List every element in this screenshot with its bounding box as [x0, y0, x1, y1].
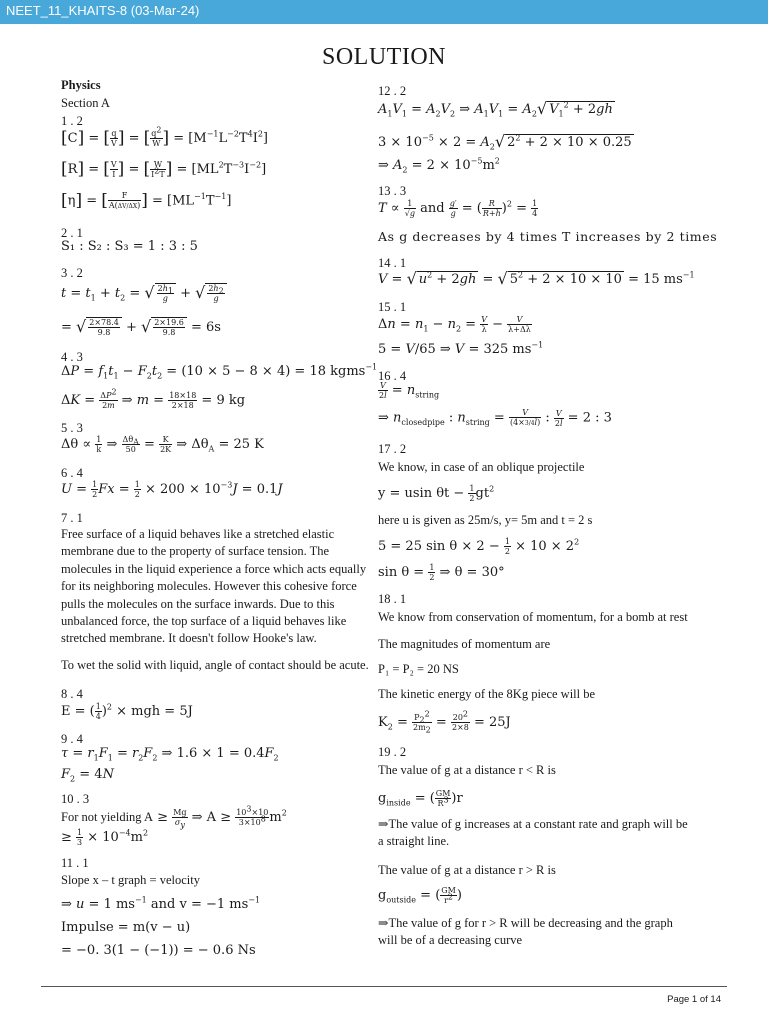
q18-label: 18 . 1	[378, 592, 407, 606]
header-bar	[0, 0, 768, 24]
page-title: SOLUTION	[322, 44, 446, 70]
q18-intro: We know from conservation of momentum, for a bomb at rest	[378, 610, 688, 624]
q1-eq-viscosity: [η] = [ $\frac{F}{A(\Delta V/\Delta X)}$ ] = $[ML^{-1}T^{-1}]$	[61, 190, 232, 211]
q14-eq-velocity: V = √ $u^2 + 2gh$ = √ $5^2 + 2 \times 10 \times 10 = 15$ $ms^{-1}$	[378, 269, 695, 288]
q3-eq-time: $t = t_1 + t_2$ = √ $\frac{2h_1}{g}$ + √ $\frac{2h_2}{g}$	[61, 283, 227, 303]
q19-inside-intro: The value of g at a distance r < R is	[378, 763, 556, 777]
q17-eq-result: sin θ = $\frac{1}{2}$ ⇒ θ = 30°	[378, 563, 505, 582]
q7-conclusion: To wet the solid with liquid, angle of contact should be acute.	[61, 658, 369, 672]
q17-intro: We know, in case of an oblique projectile	[378, 460, 585, 474]
q9-eq-force: $F_2 = 4N$	[61, 767, 114, 784]
q6-eq-energy: U = $\frac{1}{2}$ Fx = $\frac{1}{2}$ × $200 \times 10^{-3}J = 0.1J$	[61, 480, 283, 499]
q1-eq-capacitance: [C] = [ $\frac{q}{V}$ ] = [ $\frac{q^2}{W}$ ] = $[M^{-1}L^{-2}T^4I^2]$	[61, 125, 268, 148]
q18-magnitudes: The magnitudes of momentum are	[378, 637, 551, 651]
page-number: Page 1 of 14	[667, 994, 721, 1005]
q19-outside-note: ⇒The value of g for r > R will be decreasing and the graph will be of a decreasing curve	[378, 916, 673, 948]
q17-eq-projectile: y = usin θt − $\frac{1}{2}$ $gt^2$	[378, 484, 495, 503]
q11-slope-note: Slope x – t graph = velocity	[61, 873, 200, 887]
section-heading: Section A	[61, 96, 110, 110]
q2-ratio: S₁ : S₂ : S₃ = 1 : 3 : 5	[61, 239, 198, 254]
q19-eq-outside: $g_{outside}$ = ( $\frac{GM}{r^2}$ )	[378, 886, 462, 905]
q5-eq-temperature: Δθ ∝ $\frac{1}{k}$ ⇒ $\frac{\Delta\theta_A}{50}$ = $\frac{K}{2K}$ ⇒ $\Delta\theta_A = 25$ K	[61, 435, 264, 454]
q4-label: 4 . 3	[61, 350, 83, 364]
q3-label: 3 . 2	[61, 266, 83, 280]
q16-eq-ratio: ⇒ $n_{closedpipe}$ : $n_{string}$ = $\frac{V}{(4\times 3/4l)}$ : $\frac{V}{2l}$ = 2 : 3	[378, 408, 612, 428]
q1-label: 1 . 2	[61, 114, 83, 128]
q11-eq-velocities: ⇒ u = 1 $ms^{-1}$ and v = −1 $ms^{-1}$	[61, 895, 261, 912]
q12-eq-result: ⇒ $A_2 = 2 \times 10^{-5}m^2$	[378, 156, 500, 175]
q2-label: 2 . 1	[61, 226, 83, 240]
q9-label: 9 . 4	[61, 732, 83, 746]
q11-label: 11 . 1	[61, 856, 89, 870]
q8-eq-energy: E = ( $\frac{1}{4}$ )$^2$ × mgh = 5J	[61, 702, 193, 721]
q1-eq-resistance: [R] = [ $\frac{V}{I}$ ] = [ $\frac{W}{I^2T}$ ] = $[ML^2T^{-3}I^{-2}]$	[61, 159, 267, 179]
exam-label: NEET_11_KHAITS-8 (03-Mar-24)	[6, 3, 200, 18]
q11-eq-result: = −0. 3(1 − (−1)) = − 0.6 Ns	[61, 943, 256, 958]
q13-eq-period: T ∝ $\frac{1}{√g}$ and $\frac{g'}{g}$ = ( $\frac{R}{R+h}$ )$^2$ = $\frac{1}{4}$	[378, 199, 538, 218]
q6-label: 6 . 4	[61, 466, 83, 480]
q7-label: 7 . 1	[61, 511, 83, 525]
q10-prefix: For not yielding A	[61, 810, 154, 824]
q18-momentum-eq: P₁ = P₂ = 20 NS	[378, 662, 459, 676]
q11-eq-impulse: Impulse = m(v − u)	[61, 920, 191, 935]
q10-eq-result: ≥ $\frac{1}{3}$ × $10^{-4}m^2$	[61, 828, 149, 847]
q19-eq-inside: $g_{inside}$ = ( $\frac{GM}{R^3}$ )r	[378, 789, 463, 808]
q9-eq-torque: $\tau = r_1F_1 = r_2F_2$ ⇒ $1.6 \times 1 = 0.4F_2$	[61, 746, 279, 763]
q4-mass-result: 9 kg	[216, 393, 246, 408]
q10-eq-area: For not yielding A ≥ $\frac{Mg}{\sigma_y}$ ⇒ A ≥ $\frac{10^3\times 10}{3\times 10^8}$ $m^2$	[61, 804, 287, 830]
q16-eq-string: $\frac{V}{2l}$ = $n_{string}$	[379, 381, 440, 400]
q15-eq-result: 5 = V/65 ⇒ V = 325 $ms^{-1}$	[378, 340, 544, 357]
subject-heading: Physics	[61, 78, 101, 92]
q19-label: 19 . 2	[378, 745, 407, 759]
q18-eq-kinetic: $K_2$ = $\frac{P_2^2}{2m_2}$ = $\frac{20^2}{2\times 8}$ = 25J	[378, 709, 511, 735]
q13-label: 13 . 3	[378, 184, 407, 198]
q16-label: 16 . 4	[378, 369, 407, 383]
q17-label: 17 . 2	[378, 442, 407, 456]
q14-label: 14 . 1	[378, 256, 407, 270]
q4-eq-impulse: $\Delta P = f_1t_1 - F_2t_2 = (10 \times 5 - 8 \times 4) = 18$ kgms$^{-1}$	[61, 362, 378, 381]
q7-explanation: Free surface of a liquid behaves like a stretched elastic membrane due to the property of surface tension. The molecules in the liquid experience a force which acts equally for its neighboring molecules. However this cohesive force pulls the molecules on the surface inwards. Due to this unbalanced force, the top surface of a liquid behaves like stretched membrane. It doesn't follow Hooke's law.	[61, 527, 367, 646]
q12-label: 12 . 2	[378, 84, 407, 98]
q12-eq-substitution: $3 \times 10^{-5} \times 2 = A_2√$ $2^2 + 2 \times 10 \times 0.25$	[378, 132, 632, 152]
q4-eq-mass: ΔK = $\frac{\Delta P^2}{2m}$ ⇒ m = $\frac{18\times 18}{2\times 18}$ = 9 kg	[61, 387, 246, 410]
q13-statement: As g decreases by 4 times T increases by 2 times	[378, 229, 718, 244]
q19-outside-intro: The value of g at a distance r > R is	[378, 863, 556, 877]
q5-label: 5 . 3	[61, 421, 83, 435]
q18-ke-intro: The kinetic energy of the 8Kg piece will be	[378, 687, 596, 701]
q10-label: 10 . 3	[61, 792, 90, 806]
q15-eq-beats: $\Delta n = n_1 - n_2$ = $\frac{V}{\lambda}$ − $\frac{V}{\lambda+\Delta\lambda}$	[378, 315, 531, 334]
q15-label: 15 . 1	[378, 300, 407, 314]
q19-inside-note: ⇒The value of g increases at a constant rate and graph will be a straight line.	[378, 817, 688, 849]
q17-eq-substitution: 5 = 25 sin θ × 2 − $\frac{1}{2}$ × $10 \times 2^2$	[378, 537, 580, 556]
q12-eq-continuity: $A_1V_1 = A_2V_2$ ⇒ $A_1V_1 = A_2√$ $V_1^2 + 2gh$	[378, 99, 613, 119]
footer-divider	[41, 986, 727, 987]
q17-given: here u is given as 25m/s, y= 5m and t = 2 s	[378, 513, 593, 527]
q8-label: 8 . 4	[61, 687, 83, 701]
q3-eq-value: = √ $\frac{2\times 78.4}{9.8}$ + √ $\frac{2\times 19.6}{9.8}$ = 6s	[61, 317, 221, 337]
